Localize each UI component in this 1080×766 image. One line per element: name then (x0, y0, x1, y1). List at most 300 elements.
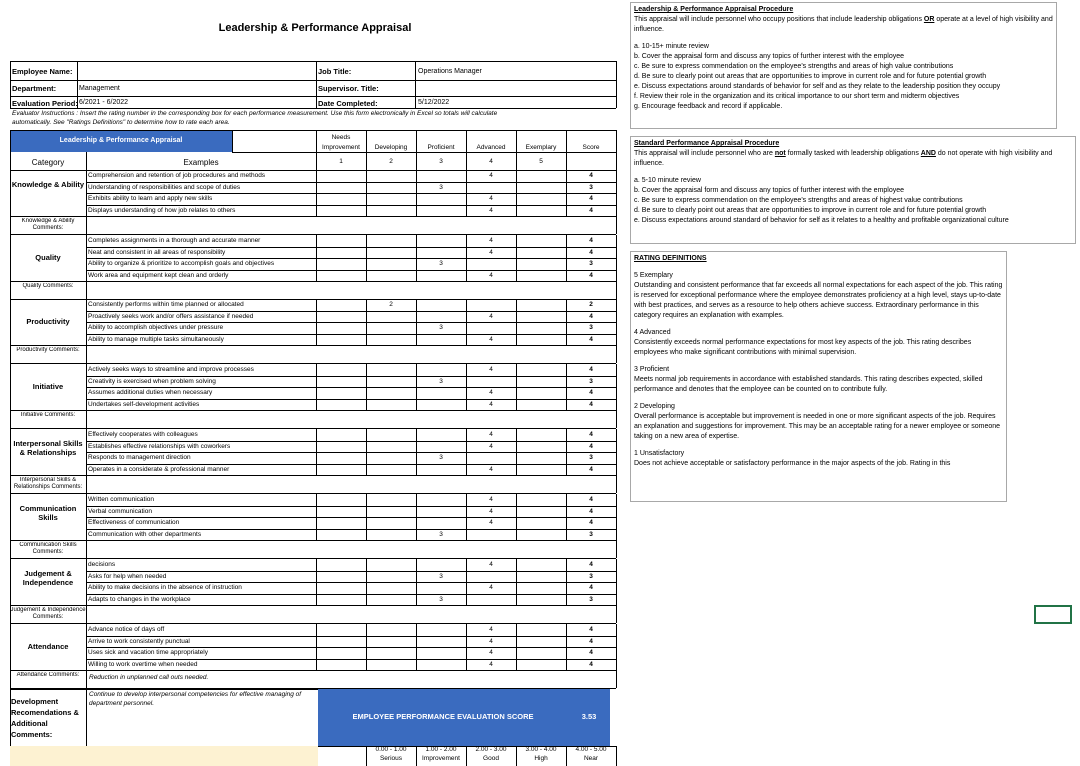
comment-label-0: Knowledge & Ability Comments: (21, 218, 75, 231)
rating-def-text: Overall performance is acceptable but improvement is needed in one or more significant aspects of the job. Requires an explanation and suggestions for improvement. This may be an acceptable rating for a newer employee or someone taking on a new area of expertise. (634, 413, 1001, 440)
rating-def-title: 4 Advanced (634, 329, 671, 336)
grid-line (616, 540, 617, 558)
comment-field-6[interactable] (88, 606, 614, 622)
rating-cell[interactable]: 4 (489, 519, 493, 526)
rating-cell[interactable]: 3 (439, 260, 443, 267)
grid-line (466, 429, 467, 475)
grid-line (366, 235, 367, 281)
attendance-comment-field[interactable]: Reduction in unplanned call outs needed. (89, 674, 209, 681)
example-row: Effectiveness of communication (88, 519, 180, 526)
row-line (86, 594, 616, 595)
category-6: Judgement & Independence (22, 569, 74, 587)
score-cell: 4 (589, 366, 593, 373)
category-5: Communication Skills (19, 504, 77, 522)
score-cell: 4 (589, 584, 593, 591)
standard-intro-1: This appraisal will include personnel who are (634, 150, 773, 157)
example-row: Willing to work overtime when needed (88, 660, 198, 668)
comment-label-5: Communication Skills Comments: (19, 542, 77, 555)
rating-cell[interactable]: 4 (489, 507, 493, 515)
fields-border (616, 61, 617, 108)
score-label: EMPLOYEE PERFORMANCE EVALUATION SCORE (352, 712, 534, 721)
job-title-field[interactable]: Operations Manager (418, 68, 482, 75)
row-line (86, 452, 616, 453)
example-row: Communication with other departments (88, 530, 202, 538)
score-cell: 3 (589, 260, 593, 267)
example-row: Assumes additional duties when necessary (88, 389, 213, 396)
rating-cell[interactable]: 4 (489, 389, 493, 396)
row-line (86, 311, 616, 312)
grid-line (466, 299, 467, 345)
rating-def-title: 2 Developing (634, 403, 675, 410)
comment-field-0[interactable] (88, 217, 614, 233)
score-cell: 4 (589, 271, 593, 279)
rating-number-3: 3 (439, 158, 443, 165)
supervisor-label: Supervisor. Title: (318, 84, 379, 93)
standard-intro-2: formally tasked with leadership obligations (787, 150, 919, 157)
rating-def-text: Consistently exceeds normal performance expectations for most key aspects of the job. This rating describes employees who make significant contributions with minimal supervision. (634, 339, 972, 356)
grid-line (516, 235, 517, 281)
header-line (10, 130, 616, 131)
grid-line (466, 235, 467, 281)
rating-cell[interactable]: 4 (489, 649, 493, 656)
score-cell: 4 (589, 649, 593, 656)
spacer (634, 358, 1003, 365)
rating-header-4: Advanced (476, 144, 506, 151)
comment-field-1[interactable] (88, 282, 614, 298)
rating-cell[interactable]: 4 (489, 660, 493, 668)
leadership-intro-1: This appraisal will include personnel who occupy positions that include leadership obligations (634, 16, 922, 23)
grid-line (616, 216, 617, 234)
employee-name-field[interactable] (79, 66, 314, 78)
score-cell: 4 (589, 195, 593, 202)
rating-cell[interactable]: 4 (489, 561, 493, 568)
leadership-intro-2: operate at a level of high visibility and influence. (634, 16, 1053, 33)
spacer (634, 442, 1003, 449)
grid-line (466, 170, 467, 216)
example-row: Actively seeks ways to streamline and improve processes (88, 366, 254, 373)
example-row: Neat and consistent in all areas of responsibility (88, 248, 226, 256)
row-line (86, 270, 616, 271)
grid-line (416, 299, 417, 345)
grid-line (86, 216, 87, 234)
comment-label-2: Productivity Comments: (16, 347, 80, 353)
rating-def-text: Does not achieve acceptable or satisfactory performance in the major aspects of the job. Rating in this (634, 460, 951, 467)
comment-field-2[interactable] (88, 346, 614, 362)
supervisor-field[interactable] (418, 84, 613, 95)
fields-line (316, 61, 317, 108)
grid-line (86, 475, 87, 493)
selected-cell[interactable] (1034, 605, 1072, 624)
department-field[interactable]: Management (79, 85, 120, 92)
grid-line (466, 624, 467, 670)
grid-line (10, 624, 11, 670)
rating-header-3: Proficient (427, 144, 455, 151)
rating-cell[interactable]: 3 (439, 595, 443, 603)
example-row: Creativity is exercised when problem solving (88, 377, 216, 385)
spacer (634, 169, 1072, 176)
example-row: Adapts to changes in the workplace (88, 595, 191, 603)
overall-score: 3.53 (581, 712, 597, 721)
leadership-item: g. Encourage feedback and record if applicable. (634, 103, 783, 110)
rating-cell[interactable]: 4 (489, 442, 493, 450)
grid-line (616, 235, 617, 281)
grid-line (316, 559, 317, 605)
standard_box-heading: Standard Performance Appraisal Procedure (634, 140, 780, 147)
rating-cell[interactable]: 4 (489, 584, 493, 591)
fields-line (10, 96, 616, 97)
example-row: Operates in a considerate & professional manner (88, 465, 230, 473)
leadership-item: a. 10-15+ minute review (634, 43, 709, 50)
grid-line (566, 299, 567, 345)
grid-line (316, 494, 317, 540)
table-header-banner: Leadership & Performance Appraisal (10, 130, 232, 152)
range-value: 3.00 - 4.00 (525, 746, 557, 753)
rating-cell[interactable]: 3 (439, 183, 443, 191)
grid-line (616, 475, 617, 493)
grid-line (616, 605, 617, 623)
example-row: Responds to management direction (88, 454, 191, 461)
range-line (616, 746, 617, 766)
leadership-item: b. Cover the appraisal form and discuss any topics of further interest with the employee (634, 53, 905, 60)
date-field[interactable]: 5/12/2022 (418, 99, 450, 106)
rating-number-4: 4 (489, 158, 493, 165)
grid-line (316, 299, 317, 345)
grid-line (86, 170, 87, 216)
row-line (86, 529, 616, 530)
rating-number-5: 5 (539, 158, 543, 165)
row-line (86, 647, 616, 648)
grid-line (616, 429, 617, 475)
example-row: Understanding of responsibilities and scope of duties (88, 183, 241, 191)
row-line (86, 205, 616, 206)
examples-header: Examples (183, 158, 219, 167)
score-cell: 4 (589, 637, 593, 645)
score-cell: 4 (589, 561, 593, 568)
leadership-procedure-box (630, 2, 1057, 129)
score-cell: 4 (589, 172, 593, 179)
score-header: Score (582, 144, 600, 151)
rating-cell[interactable]: 4 (489, 172, 493, 179)
rating-cell[interactable]: 4 (489, 271, 493, 279)
standard-item: d. Be sure to clearly point out areas that are opportunities to improve in current role and for future potential growth (634, 207, 987, 214)
range-value: 2.00 - 3.00 (475, 746, 507, 753)
instructions-line-1: Evaluator Instructions : Insert the rating number in the corresponding box for each performance measurement. Use this form electronically in Excel so totals will calculate (12, 110, 498, 117)
example-row: Advance notice of days off (88, 626, 165, 633)
score-cell: 4 (589, 442, 593, 450)
rating-cell[interactable]: 3 (439, 530, 443, 538)
grid-line (466, 559, 467, 605)
department-label: Department: (12, 84, 57, 93)
grid-line (366, 494, 367, 540)
spacer (634, 264, 1003, 271)
range-value: 4.00 - 5.00 (575, 746, 607, 753)
comment-field-3[interactable] (88, 411, 614, 427)
score-cell: 4 (589, 496, 593, 503)
rating-def-text: Meets normal job requirements in accordance with established standards. This rating describes expected, skilled performance and denotes that the employee can be counted on to contribute fully. (634, 376, 983, 393)
grid-line (516, 559, 517, 605)
row-line (86, 506, 616, 507)
grid-line (566, 170, 567, 216)
grid-line (10, 494, 11, 540)
example-row: Undertakes self-development activities (88, 400, 200, 408)
rating-number-2: 2 (389, 158, 393, 165)
grid-line (86, 235, 87, 281)
leadership-item: f. Review their role in the organization and its critical importance to our short term and midterm objectives (634, 93, 960, 100)
score-cell: 4 (589, 389, 593, 396)
example-row: Displays understanding of how job relates to others (88, 206, 236, 214)
leadership-item: d. Be sure to clearly point out areas that are opportunities to improve in current role and for future potential growth (634, 73, 987, 80)
example-row: Ability to organize & prioritize to accomplish goals and objectives (88, 260, 275, 267)
grid-line (86, 429, 87, 475)
score-cell: 3 (589, 324, 593, 331)
rating-cell[interactable]: 4 (489, 335, 493, 343)
example-row: Ability to accomplish objectives under pressure (88, 324, 224, 331)
rating-header-1: Improvement (322, 144, 360, 151)
header-line (616, 130, 617, 170)
leadership-intro (634, 15, 1053, 35)
grid-line (516, 170, 517, 216)
fields-border (10, 108, 616, 109)
instructions-line-2: automatically. See "Ratings Definitions" to determine how to rate each area. (12, 119, 230, 126)
fields-line (415, 61, 416, 108)
rating-cell[interactable]: 3 (439, 572, 443, 580)
fields-line (10, 80, 616, 81)
grid-line (416, 364, 417, 410)
example-row: Uses sick and vacation time appropriately (88, 649, 208, 656)
row-line (86, 636, 616, 637)
grid-line (10, 299, 11, 345)
grid-line (86, 670, 87, 688)
rating-cell[interactable]: 4 (489, 237, 493, 244)
grid-line (366, 624, 367, 670)
range-label: Improvement (422, 755, 460, 762)
comment-label-6: Judgement & Independence Comments: (10, 607, 86, 620)
spacer (634, 35, 1053, 42)
standard-intro-3: do not operate with high visibility and influence. (634, 150, 1053, 167)
rating-cell[interactable]: 3 (439, 324, 443, 331)
row-line (86, 441, 616, 442)
score-cell: 2 (589, 301, 593, 308)
comment-field-4[interactable] (88, 476, 614, 492)
rating-cell[interactable]: 4 (489, 465, 493, 473)
row-line (86, 182, 616, 183)
ratings_box-heading: RATING DEFINITIONS (634, 255, 707, 262)
grid-line (366, 364, 367, 410)
rating-cell[interactable]: 4 (489, 626, 493, 633)
range-label: Good (483, 755, 499, 762)
row-line (86, 571, 616, 572)
row-line (86, 193, 616, 194)
rating-header-top: Needs (331, 134, 351, 141)
grid-line (516, 494, 517, 540)
comment-label-4: Interpersonal Skills & Relationships Comments: (13, 477, 83, 490)
header-line (232, 152, 616, 153)
grid-line (366, 170, 367, 216)
period-label: Evaluation Period: (12, 99, 78, 108)
range-label: Near (583, 755, 599, 762)
rating-cell[interactable]: 4 (489, 496, 493, 503)
grid-line (366, 429, 367, 475)
rating-cell[interactable]: 4 (489, 206, 493, 214)
score-cell: 4 (589, 507, 593, 515)
example-row: Asks for help when needed (88, 572, 167, 580)
category-0: Knowledge & Ability (11, 180, 85, 189)
rating-header-2: Developing (374, 144, 408, 151)
example-row: Arrive to work consistently punctual (88, 637, 190, 645)
spacer (634, 395, 1003, 402)
spacer (634, 321, 1003, 328)
development-label: Development Recomendations & Additional Comments: (11, 697, 79, 739)
comment-field-5[interactable] (88, 541, 614, 557)
example-row: Effectively cooperates with colleagues (88, 431, 198, 438)
rating-def-title: 1 Unsatisfactory (634, 450, 685, 457)
score-cell: 4 (589, 206, 593, 214)
grid-line (516, 429, 517, 475)
rating-cell[interactable]: 3 (439, 454, 443, 461)
score-cell: 3 (589, 595, 593, 603)
grid-line (616, 670, 617, 688)
range-value: 0.00 - 1.00 (375, 746, 407, 753)
grid-line (10, 170, 11, 216)
grid-line (466, 364, 467, 410)
grid-line (366, 299, 367, 345)
rating-cell[interactable]: 4 (489, 400, 493, 408)
rating-def-title: 3 Proficient (634, 366, 670, 373)
rating-number-1: 1 (339, 158, 343, 165)
grid-line (366, 559, 367, 605)
grid-line (86, 624, 87, 670)
header-line (232, 130, 233, 152)
rating-cell[interactable]: 4 (489, 195, 493, 202)
row-line (86, 399, 616, 400)
category-1: Quality (35, 253, 61, 262)
row-line (86, 376, 616, 377)
grid-line (616, 281, 617, 299)
period-field[interactable]: 6/2021 - 6/2022 (79, 99, 129, 106)
development-comment-field[interactable]: Continue to develop interpersonal competencies for effective managing of department personnel. (89, 691, 302, 707)
score-cell: 4 (589, 400, 593, 408)
score-cell: 4 (589, 248, 593, 256)
grid-line (10, 429, 11, 475)
row-line (86, 659, 616, 660)
grid-line (566, 494, 567, 540)
grid-line (86, 605, 87, 623)
row-line (86, 334, 616, 335)
grid-line (616, 364, 617, 410)
row-line (86, 464, 616, 465)
example-row: Consistently performs within time planned or allocated (88, 301, 244, 308)
grid-line (616, 170, 617, 216)
rating-cell[interactable]: 4 (489, 366, 493, 373)
fields-border (10, 61, 11, 108)
example-row: decisions (88, 561, 116, 568)
comment-label-1: Quality Comments: (22, 283, 74, 289)
grid-line (316, 364, 317, 410)
grid-line (516, 364, 517, 410)
range-label: Serious (379, 755, 403, 762)
grid-line (566, 364, 567, 410)
score-cell: 4 (589, 626, 593, 633)
category-header: Category (31, 158, 65, 167)
grid-line (86, 345, 87, 363)
section-line (10, 670, 616, 671)
grid-line (416, 170, 417, 216)
range-fill (10, 746, 318, 766)
grid-line (566, 429, 567, 475)
example-row: Written communication (88, 496, 154, 503)
standard-intro (634, 149, 1072, 169)
standard-item: a. 5-10 minute review (634, 177, 701, 184)
standard-intro-and: AND (920, 150, 936, 157)
rating-def-title: 5 Exemplary (634, 272, 673, 279)
row-line (86, 517, 616, 518)
rating-cell[interactable]: 4 (489, 312, 493, 320)
example-row: Verbal communication (88, 507, 152, 515)
score-box (318, 689, 610, 746)
range-value: 1.00 - 2.00 (425, 746, 457, 753)
grid-line (416, 624, 417, 670)
leadership-item: e. Discuss expectations around standards of behavior for self and as they relate to the leadership position they occupy (634, 83, 1001, 90)
standard-item: b. Cover the appraisal form and discuss any topics of further interest with the employee (634, 187, 905, 194)
grid-line (616, 299, 617, 345)
example-row: Exhibits ability to learn and apply new skills (88, 195, 213, 202)
score-cell: 4 (589, 312, 593, 320)
job-title-label: Job Title: (318, 67, 352, 76)
row-line (86, 582, 616, 583)
row-line (86, 247, 616, 248)
leadership_box-heading: Leadership & Performance Appraisal Procedure (634, 6, 794, 13)
grid-line (616, 410, 617, 428)
grid-line (316, 170, 317, 216)
grid-line (516, 624, 517, 670)
grid-line (86, 299, 87, 345)
score-cell: 4 (589, 465, 593, 473)
rating-definitions-box (630, 251, 1007, 502)
grid-line (86, 281, 87, 299)
category-2: Productivity (26, 317, 70, 326)
grid-line (416, 429, 417, 475)
rating-def-text: Outstanding and consistent performance that far exceeds all normal expectations for each aspect of the job. This rating is reserved for exceptional performance where the employee demonstrates proficiency at a high level, stays up-to-date with best practices, and serves as a resource to help others achieve success. Extraordinary performance in this category requires an explanation with examples. (634, 282, 1003, 319)
grid-line (416, 494, 417, 540)
grid-line (86, 364, 87, 410)
grid-line (566, 235, 567, 281)
range-label: High (534, 755, 548, 762)
grid-line (10, 235, 11, 281)
rating-cell[interactable]: 4 (489, 637, 493, 645)
grid-line (316, 429, 317, 475)
rating-cell[interactable]: 3 (439, 377, 443, 385)
standard-item: c. Be sure to express commendation on the employee's strengths and areas of highest value contributions (634, 197, 963, 204)
example-row: Ability to make decisions in the absence of instruction (88, 584, 242, 591)
score-cell: 3 (589, 377, 593, 385)
score-cell: 4 (589, 237, 593, 244)
rating-cell[interactable]: 4 (489, 431, 493, 438)
score-cell: 4 (589, 431, 593, 438)
score-cell: 4 (589, 519, 593, 526)
rating-cell[interactable]: 2 (389, 301, 393, 308)
leadership-intro-or: OR (923, 16, 935, 23)
example-row: Comprehension and retention of job procedures and methods (88, 172, 266, 179)
rating-header-5: Exemplary (525, 144, 557, 151)
date-label: Date Completed: (318, 99, 378, 108)
score-cell: 3 (589, 454, 593, 461)
grid-line (466, 494, 467, 540)
category-7: Attendance (27, 642, 69, 651)
grid-line (10, 559, 11, 605)
grid-line (86, 540, 87, 558)
comment-label-3: Initiative Comments: (20, 412, 76, 418)
rating-cell[interactable]: 4 (489, 248, 493, 256)
